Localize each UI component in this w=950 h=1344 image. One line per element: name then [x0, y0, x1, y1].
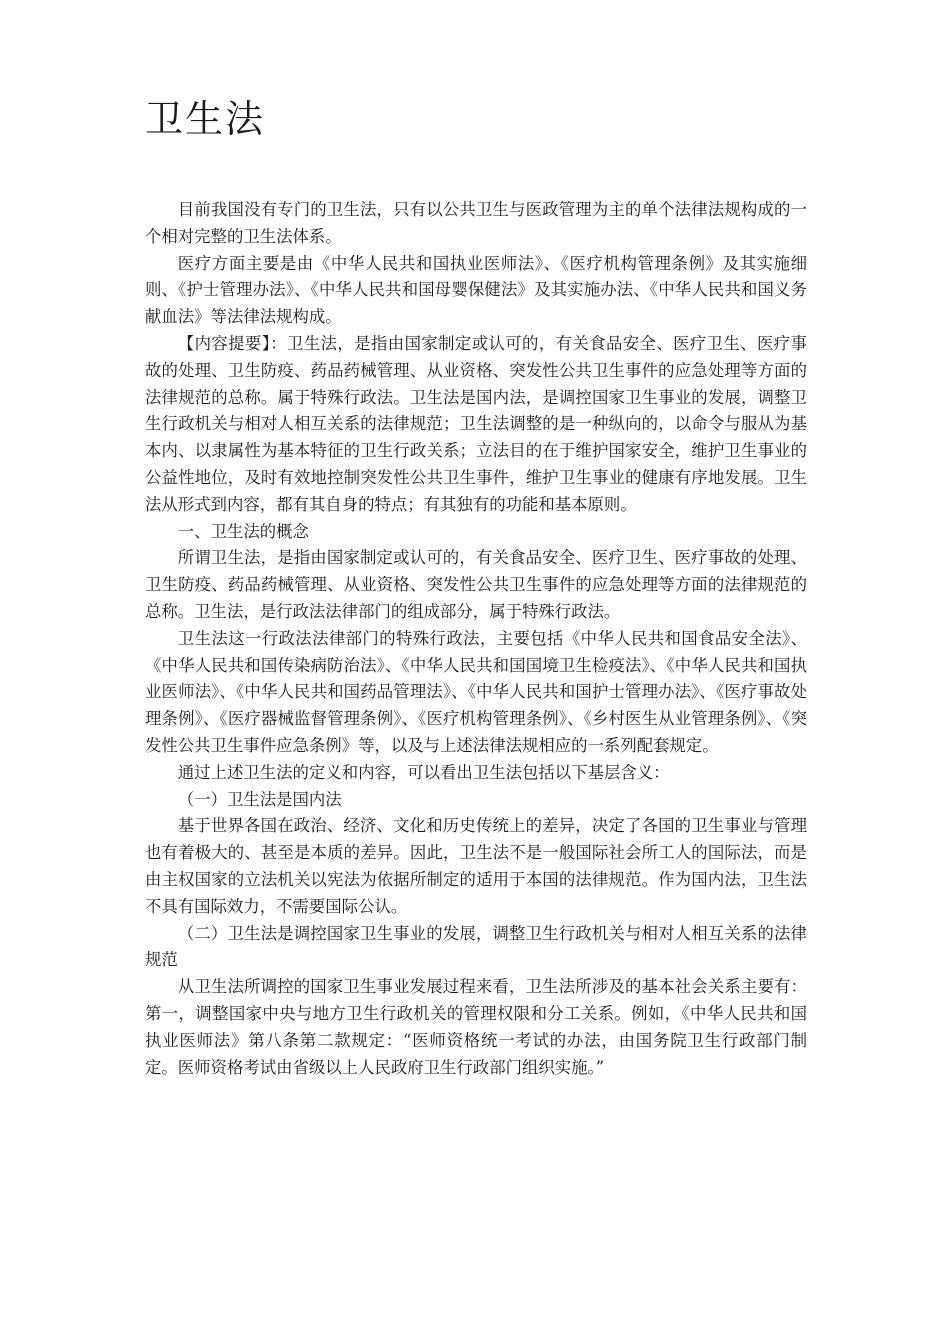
section-heading-concept: 一、卫生法的概念: [177, 521, 309, 541]
paragraph-summary: 【内容提要】：卫生法，是指由国家制定或认可的，有关食品安全、医疗卫生、医疗事故的处理、卫生防疫、药品药械管理、从业资格、突发性公共卫生事件的应急处理等方面的法律规范的总称。属于特殊行政法。卫生法是国内法，是调控国家卫生事业的发展，调整卫生行政机关与相对人相互关系的法律规范；卫生法调整的是一种纵向的，以命令与服从为基本内、以隶属性为基本特征的卫生行政关系；立法目的在于维护国家安全，维护卫生事业的公益性地位，及时有效地控制突发性公共卫生事件，维护卫生事业的健康有序地发展。卫生法从形式到内容，都有其自身的特点；有其独有的功能和基本原则。: [145, 333, 807, 514]
paragraph-definition: 所谓卫生法，是指由国家制定或认可的，有关食品安全、医疗卫生、医疗事故的处理、卫生防疫、药品药械管理、从业资格、突发性公共卫生事件的应急处理等方面的法律规范的总称。卫生法，是行政法法律部门的组成部分，属于特殊行政法。: [145, 548, 807, 621]
subheading-regulation: （二）卫生法是调控国家卫生事业的发展，调整卫生行政机关与相对人相互关系的法律规范: [145, 923, 807, 970]
paragraph-meanings-intro: 通过上述卫生法的定义和内容，可以看出卫生法包括以下基层含义：: [177, 762, 670, 782]
subheading-domestic-law: （一）卫生法是国内法: [177, 789, 342, 809]
paragraph-domestic-law: 基于世界各国在政治、经济、文化和历史传统上的差异，决定了各国的卫生事业与管理也有着极大的、甚至是本质的差异。因此，卫生法不是一般国际社会所工人的国际法，而是由主权国家的立法机关以宪法为依据所制定的适用于本国的法律规范。作为国内法，卫生法不具有国际效力，不需要国际公认。: [145, 816, 807, 916]
paragraph-medical-laws: 医疗方面主要是由《中华人民共和国执业医师法》、《医疗机构管理条例》及其实施细则、《护士管理办法》、《中华人民共和国母婴保健法》及其实施办法、《中华人民共和国义务献血法》等法律法规构成。: [145, 253, 807, 327]
document-title: 卫生法: [145, 97, 266, 141]
paragraph-intro: 目前我国没有专门的卫生法，只有以公共卫生与医政管理为主的单个法律法规构成的一个相对完整的卫生法体系。: [145, 200, 807, 246]
document-body: [145, 197, 807, 1081]
paragraph-regulation: 从卫生法所调控的国家卫生事业发展过程来看，卫生法所涉及的基本社会关系主要有：第一，调整国家中央与地方卫生行政机关的管理权限和分工关系。例如，《中华人民共和国执业医师法》第八条第二款规定：“医师资格统一考试的办法，由国务院卫生行政部门制定。医师资格考试由省级以上人民政府卫生行政部门组织实施。”: [145, 977, 807, 1077]
paragraph-law-list: 卫生法这一行政法法律部门的特殊行政法，主要包括《中华人民共和国食品安全法》、《中华人民共和国传染病防治法》、《中华人民共和国国境卫生检疫法》、《中华人民共和国执业医师法》、《中华人民共和国药品管理法》、《中华人民共和国护士管理办法》、《医疗事故处理条例》、《医疗器械监督管理条例》、《医疗机构管理条例》、《乡村医生从业管理条例》、《突发性公共卫生事件应急条例》等，以及与上述法律法规相应的一系列配套规定。: [145, 628, 807, 755]
